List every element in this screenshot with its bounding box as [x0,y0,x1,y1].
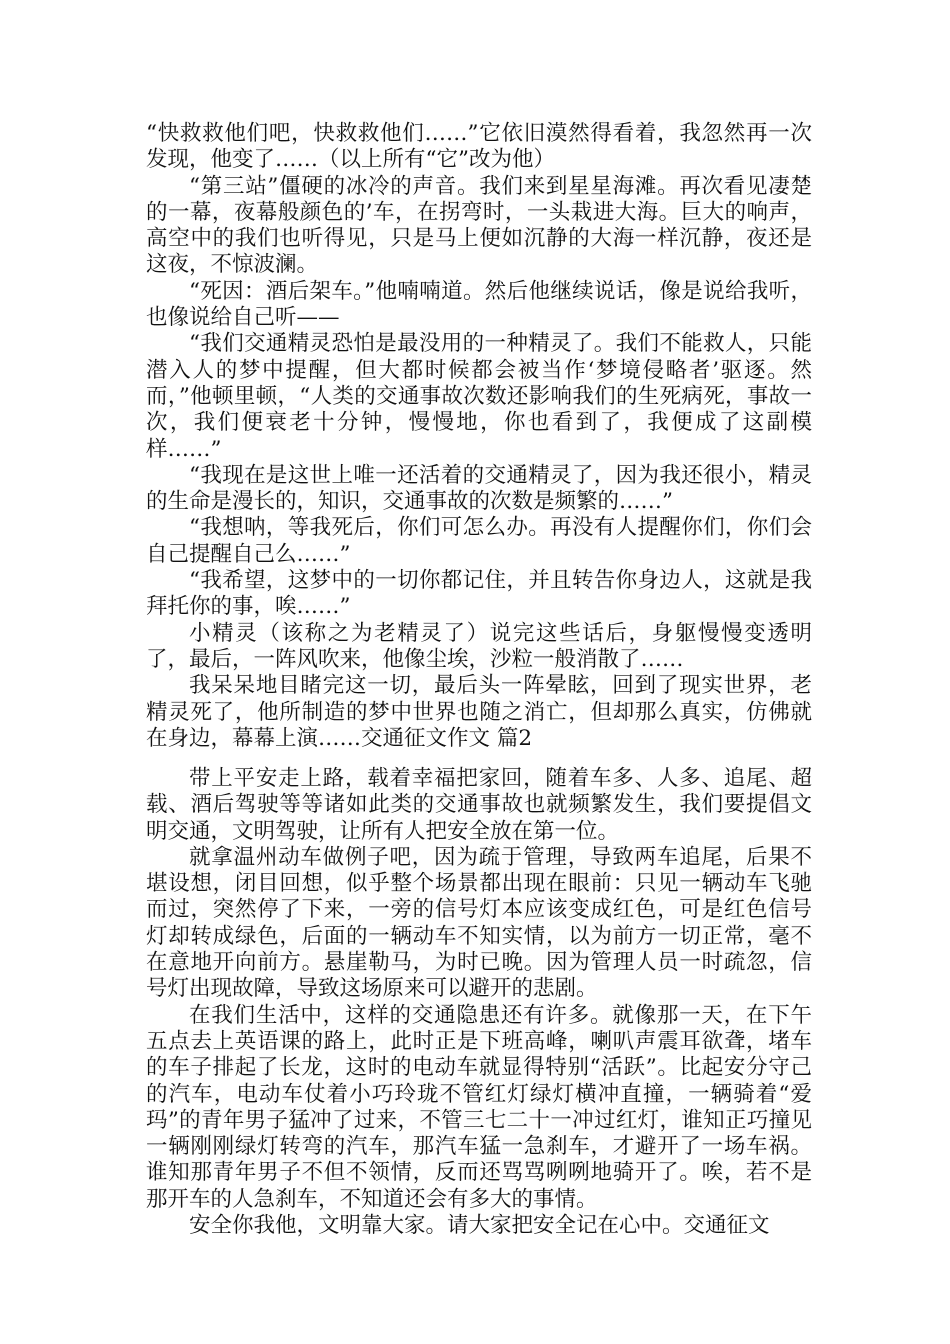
paragraph: “我希望，这梦中的一切你都记住，并且转告你身边人，这就是我拜托你的事，唉……” [146,568,812,620]
paragraph: “我们交通精灵恐怕是最没用的一种精灵了。我们不能救人，只能潜入人的梦中提醒，但大都时候都会被当作‘梦境侵略者’驱逐。然而，”他顿里顿，“人类的交通事故次数还影响我们的生死病死，事故一次，我们便衰老十分钟，慢慢地，你也看到了，我便成了这副模样……” [146,331,812,462]
essay-section-two [146,766,812,1239]
paragraph: “我现在是这世上唯一还活着的交通精灵了，因为我还很小，精灵的生命是漫长的，知识，交通事故的次数是频繁的……” [146,462,812,515]
paragraph: 小精灵（该称之为老精灵了）说完这些话后，身躯慢慢变透明了，最后，一阵风吹来，他像尘埃，沙粒一般消散了…… [146,620,812,672]
paragraph: “快救救他们吧，快救救他们……”它依旧漠然得看着，我忽然再一次发现，他变了……（以上所有“它”改为他） [146,121,812,173]
paragraph: 在我们生活中，这样的交通隐患还有许多。就像那一天，在下午五点去上英语课的路上，此时正是下班高峰，喇叭声震耳欲聋，堵车的车子排起了长龙，这时的电动车就显得特别“活跃”。比起安分守己的汽车，电动车仗着小巧玲珑不管红灯绿灯横冲直撞，一辆骑着“爱玛”的青年男子猛冲了过来，不管三七二十一冲过红灯，谁知正巧撞见一辆刚刚绿灯转弯的汽车，那汽车猛一急刹车，才避开了一场车祸。谁知那青年男子不但不领情，反而还骂骂咧咧地骑开了。唉，若不是那开车的人急刹车，不知道还会有多大的事情。 [146,1002,812,1212]
paragraph: “我想呐，等我死后，你们可怎么办。再没有人提醒你们，你们会自己提醒自己么……” [146,515,812,567]
paragraph: 就拿温州动车做例子吧，因为疏于管理，导致两车追尾，后果不堪设想，闭目回想，似乎整个场景都出现在眼前：只见一辆动车飞驰而过，突然停了下来，一旁的信号灯本应该变成红色，可是红色信号灯却转成绿色，后面的一辆动车不知实情，以为前方一切正常，毫不在意地开向前方。悬崖勒马，为时已晚。因为管理人员一时疏忽，信号灯出现故障，导致这场原来可以避开的悲剧。 [146,844,812,1002]
paragraph: “第三站”僵硬的冰冷的声音。我们来到星星海滩。再次看见凄楚的一幕，夜幕般颜色的’车，在拐弯时，一头栽进大海。巨大的响声，高空中的我们也听得见，只是马上便如沉静的大海一样沉静，夜还是这夜，不惊波澜。 [146,173,812,278]
paragraph: 安全你我他，文明靠大家。请大家把安全记在心中。交通征文 [189,1213,770,1239]
paragraph: “死因：酒后架车。”他喃喃道。然后他继续说话，像是说给我听，也像说给自己听—— [146,278,812,331]
paragraph: 我呆呆地目睹完这一切，最后头一阵晕眩，回到了现实世界，老精灵死了，他所制造的梦中世界也随之消亡，但却那么真实，仿佛就在身边，幕幕上演……交通征文作文 篇2 [146,673,812,751]
paragraph: 带上平安走上路，载着幸福把家回，随着车多、人多、追尾、超载、酒后驾驶等等诸如此类的交通事故也就频繁发生，我们要提倡文明交通，文明驾驶，让所有人把安全放在第一位。 [146,766,812,844]
essay-section-one [146,121,812,752]
